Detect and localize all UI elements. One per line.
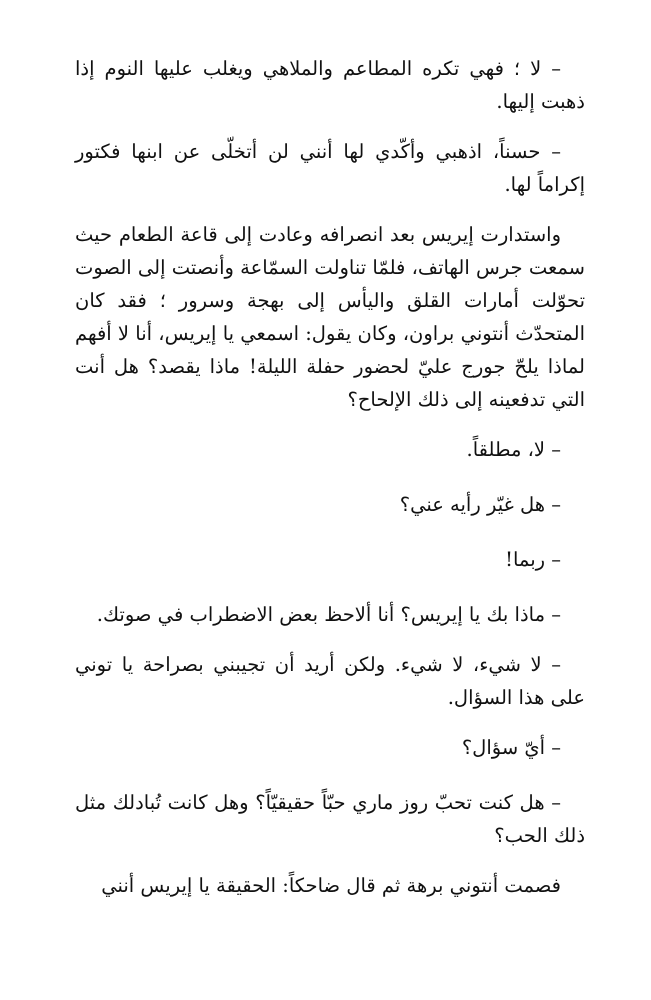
paragraph: – هل غيّر رأيه عني؟: [399, 493, 561, 516]
paragraph: – لا، مطلقاً.: [466, 438, 561, 461]
paragraph: – حسناً، اذهبي وأكّدي لها أنني لن أتخلّى عن ابنها فكتور إكراماً لها.: [75, 140, 585, 196]
paragraph: واستدارت إيريس بعد انصرافه وعادت إلى قاعة الطعام حيث سمعت جرس الهاتف، فلمّا تناولت السمّاعة وأنصتت إلى الصوت تحوّلت أمارات القلق واليأس إلى بهجة وسرور ؛ فقد كان المتحدّث أنتوني براون، وكان يقول: اسمعي يا إيريس، أنا لا أفهم لماذا يلحّ جورج عليّ لحضور حفلة الليلة! ماذا يقصد؟ هل أنت التي تدفعينه إلى ذلك الإلحاح؟: [75, 223, 585, 411]
paragraph: – ماذا بك يا إيريس؟ أنا ألاحظ بعض الاضطراب في صوتك.: [96, 603, 561, 626]
paragraph: – هل كنت تحبّ روز ماري حبّاً حقيقيّاً؟ وهل كانت تُبادلك مثل ذلك الحب؟: [75, 791, 585, 847]
paragraph: – ربما!: [505, 548, 561, 571]
paragraph: – أيّ سؤال؟: [461, 736, 561, 759]
paragraph: – لا ؛ فهي تكره المطاعم والملاهي ويغلب عليها النوم إذا ذهبت إليها.: [75, 57, 585, 113]
paragraph: فصمت أنتوني برهة ثم قال ضاحكاً: الحقيقة يا إيريس أنني: [101, 874, 561, 897]
paragraph: – لا شيء، لا شيء. ولكن أريد أن تجيبني بصراحة يا توني على هذا السؤال.: [75, 653, 585, 709]
page-text: [75, 52, 585, 919]
